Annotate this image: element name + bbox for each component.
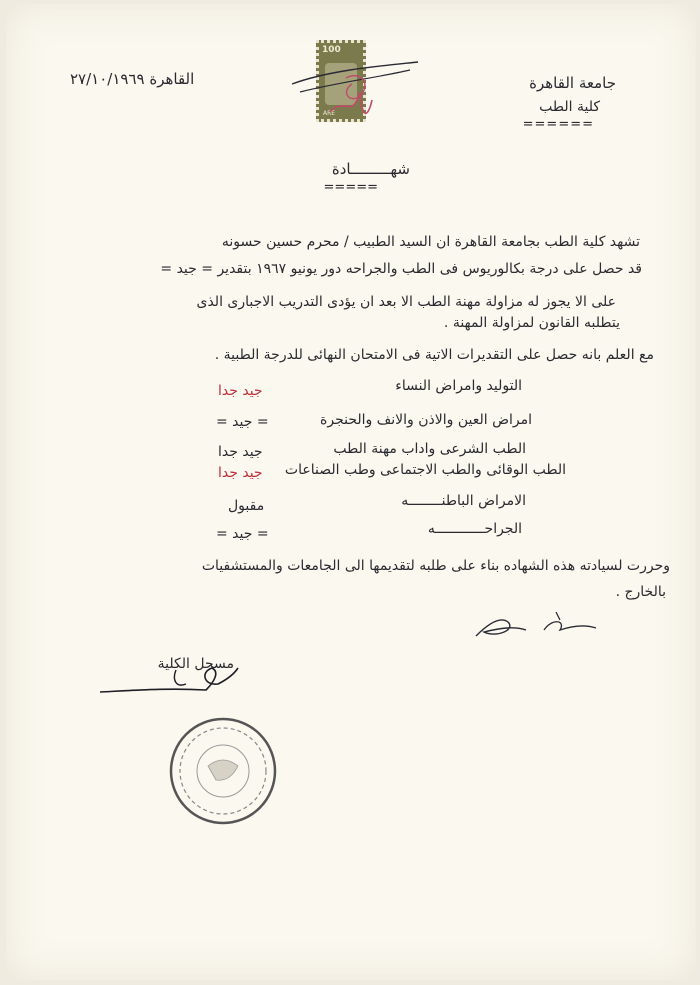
body-line-3: على الا يجوز له مزاولة مهنة الطب الا بعد ان يؤدى التدريب الاجبارى الذى <box>196 294 616 310</box>
faculty-underline: ====== <box>522 117 594 132</box>
stamp-caption: ARE <box>323 110 336 117</box>
stamp-value: 100 <box>322 45 341 55</box>
university-seal <box>168 716 278 826</box>
university-name: جامعة القاهرة <box>529 74 616 92</box>
body-line-4: يتطلبه القانون لمزاولة المهنة . <box>443 315 620 331</box>
grade-subject: الامراض الباطنــــــــه <box>401 493 526 509</box>
grade-subject: الطب الشرعى واداب مهنة الطب <box>333 441 526 457</box>
closing-line-2: بالخارج . <box>615 584 666 600</box>
grade-value: جيد جدا <box>218 465 263 481</box>
grade-subject: امراض العين والاذن والانف والحنجرة <box>320 412 532 428</box>
title-underline: ===== <box>323 180 378 195</box>
grade-subject: التوليد وامراض النساء <box>395 378 522 394</box>
body-line-2: قد حصل على درجة بكالوريوس فى الطب والجراحه دور يونيو ١٩٦٧ بتقدير = جيد = <box>160 261 642 277</box>
grade-value: = جيد = <box>216 526 269 542</box>
grade-subject: الطب الوقائى والطب الاجتماعى وطب الصناعات <box>284 462 566 478</box>
grade-value: جيد جدا <box>218 383 263 399</box>
grade-value: مقبول <box>228 498 265 514</box>
grade-value: = جيد = <box>216 414 269 430</box>
issue-date: القاهرة ٢٧/١٠/١٩٦٩ <box>70 70 195 88</box>
certificate-title: شهـــــــــادة <box>331 160 410 178</box>
closing-line-1: وحررت لسيادته هذه الشهاده بناء على طلبه لتقديمها الى الجامعات والمستشفيات <box>201 558 670 574</box>
registrar-label: مسجل الكلية <box>157 656 234 672</box>
faculty-name: كلية الطب <box>539 99 600 115</box>
body-line-5: مع العلم بانه حصل على التقديرات الاتية فى الامتحان النهائى للدرجة الطبية . <box>214 347 654 363</box>
body-line-1: تشهد كلية الطب بجامعة القاهرة ان السيد الطبيب / محرم حسين حسونه <box>221 234 640 250</box>
grade-subject: الجراحــــــــــــه <box>427 521 522 537</box>
grade-value: جيد جدا <box>218 444 263 460</box>
